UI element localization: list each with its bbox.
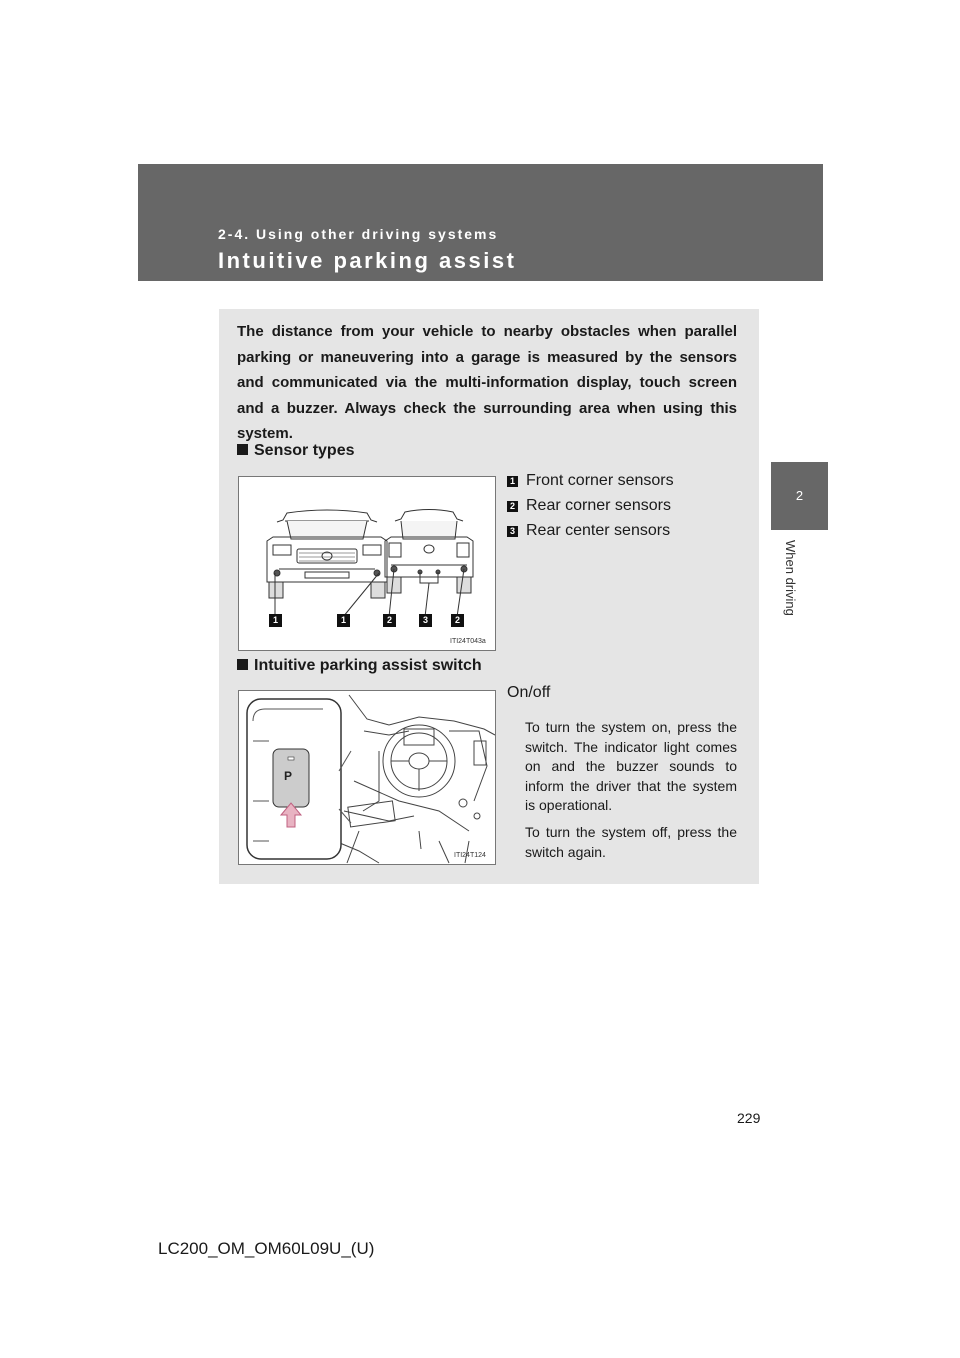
legend-num: 3 (507, 526, 518, 537)
dashboard-illustration (239, 691, 495, 864)
legend-item-front (507, 472, 674, 490)
onoff-label: On/off (507, 684, 551, 701)
switch-off-paragraph: To turn the system off, press the switch again. (525, 824, 737, 860)
section-label: 2-4. Using other driving systems (218, 226, 499, 242)
figure-code: ITI24T043a (450, 638, 486, 645)
sensor-types-heading (237, 442, 354, 460)
callout-2-right: 2 (451, 614, 464, 627)
chapter-tab[interactable] (771, 462, 828, 530)
switch-figure (238, 690, 496, 865)
switch-heading (237, 657, 482, 675)
figure-code: ITI24T124 (454, 852, 486, 859)
callout-2-left: 2 (383, 614, 396, 627)
square-bullet-icon (237, 444, 248, 455)
page-number: 229 (737, 1110, 761, 1126)
switch-heading-text: Intuitive parking assist switch (254, 657, 482, 674)
legend-item-rear-corner (507, 497, 671, 515)
sensor-figure (238, 476, 496, 651)
switch-on-paragraph: To turn the system on, press the switch. The indicator light comes on and the buzzer sounds to inform the driver that the system is operational. (525, 719, 737, 813)
callout-1-right: 1 (337, 614, 350, 627)
legend-item-rear-center (507, 522, 670, 540)
chapter-number: 2 (795, 488, 804, 503)
legend-label: Front corner sensors (526, 472, 674, 489)
chapter-label: When driving (783, 540, 798, 616)
legend-label: Rear corner sensors (526, 497, 671, 514)
page-title: Intuitive parking assist (218, 248, 517, 273)
legend-num: 2 (507, 501, 518, 512)
legend-label: Rear center sensors (526, 522, 671, 539)
document-code: LC200_OM_OM60L09U_(U) (158, 1239, 375, 1258)
intro-paragraph: The distance from your vehicle to nearby obstacles when parallel parking or maneuvering into a garage is measured by the sensors and communicated via the multi-information display, touch screen and a buzzer. Always check the surrounding area when using this system. (237, 323, 737, 442)
square-bullet-icon (237, 659, 248, 670)
sensor-types-heading-text: Sensor types (254, 442, 355, 459)
switch-label: P (284, 769, 293, 783)
legend-num: 1 (507, 476, 518, 487)
callout-3-center: 3 (419, 614, 432, 627)
callout-1-left: 1 (269, 614, 282, 627)
